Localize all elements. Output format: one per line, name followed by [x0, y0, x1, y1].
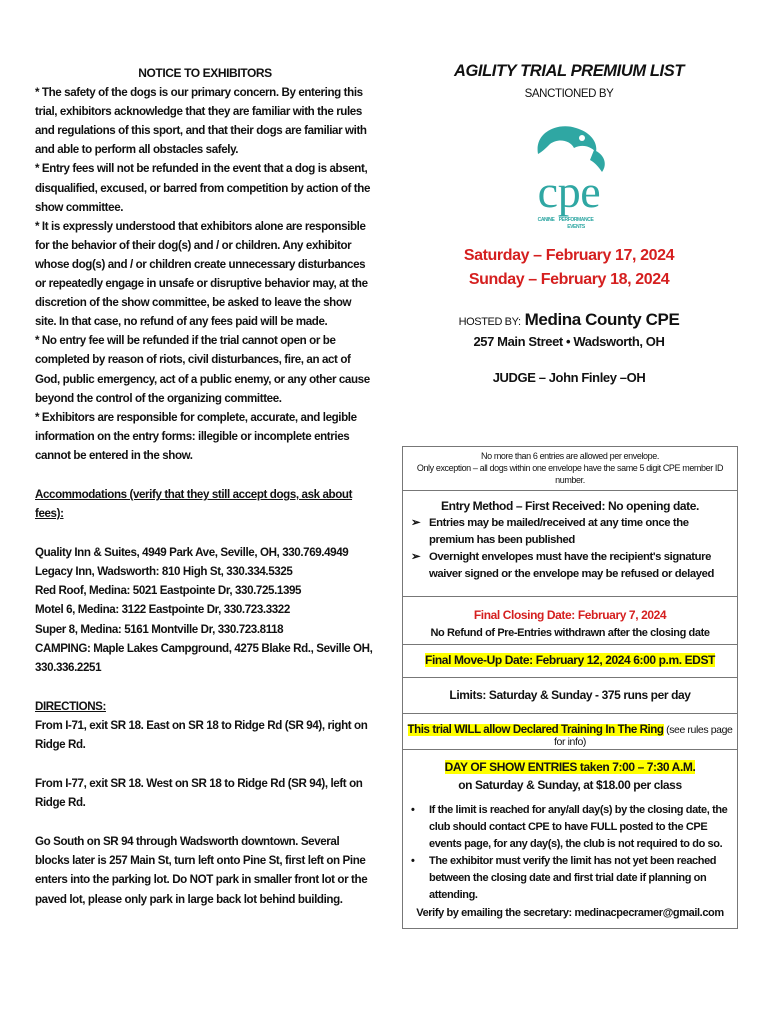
verify-email: Verify by emailing the secretary: medinacpecramer@gmail.com: [416, 907, 724, 919]
logo-sub-text: EVENTS: [567, 224, 585, 230]
accommodation-item: Super 8, Medina: 5161 Montville Dr, 330.723.8118: [35, 622, 284, 636]
move-up-date: Final Move-Up Date: February 12, 2024 6:00 p.m. EDST: [425, 653, 715, 667]
dos-entries: DAY OF SHOW ENTRIES taken 7:00 – 7:30 A.M.: [444, 760, 696, 774]
day-of-show-section: [403, 750, 737, 922]
accommodation-item: Quality Inn & Suites, 4949 Park Ave, Seville, OH, 330.769.4949: [35, 546, 349, 560]
entry-info-box: [402, 446, 738, 929]
arrow-bullet-icon: ➢: [411, 551, 421, 563]
accommodations-heading: Accommodations (verify that they still accept dogs, ask about fees):: [35, 487, 353, 521]
logo-sub-text: PERFORMANCE: [558, 217, 594, 223]
directions-text: Go South on SR 94 through Wadsworth downtown. Several blocks later is 257 Main St, turn left onto Pine St, first left on Pine enters into the parking lot. Do NOT park in smaller front lot or the paved lot, please only park in large back lot behind building.: [35, 835, 368, 906]
entry-method-heading: Entry Method – First Received: No opening date.: [441, 499, 699, 513]
logo-sub-text: CANINE: [537, 217, 555, 223]
trial-date-saturday: Saturday – February 17, 2024: [463, 247, 675, 264]
notice-item: * Entry fees will not be refunded in the event that a dog is absent, disqualified, excused, or barred from competition by action of the show committee.: [35, 162, 370, 214]
notice-column: [35, 64, 375, 909]
envelope-rule: No more than 6 entries are allowed per envelope.: [481, 451, 659, 461]
notice-item: * Exhibitors are responsible for complete, accurate, and legible information on the entry forms: illegible or incomplete entries cannot be entered in the show.: [35, 410, 357, 462]
notice-title: NOTICE TO EXHIBITORS: [138, 66, 272, 80]
arrow-bullet-icon: ➢: [411, 517, 421, 529]
list-item: • If the limit is reached for any/all day(s) by the closing date, the club should contact CPE to have FULL posted to the CPE events page, for any day(s), the club is not required to do so.: [411, 804, 728, 850]
judge-line: JUDGE – John Finley –OH: [492, 370, 646, 385]
directions-text: From I-71, exit SR 18. East on SR 18 to Ridge Rd (SR 94), right on Ridge Rd.: [35, 718, 368, 751]
notice-item: * It is expressly understood that exhibitors alone are responsible for the behavior of their dog(s) and / or children. Any exhibitor whose dog(s) and / or children create unnecessary disturbances or repeatedly engage in unsafe or disruptive behavior may, at the discretion of the show committee, be asked to leave the show site. In that case, no refund of any fees paid will be made.: [35, 219, 368, 329]
accommodation-item: CAMPING: Maple Lakes Campground, 4275 Blake Rd., Seville OH, 330.336.2251: [35, 641, 373, 674]
no-refund-note: No Refund of Pre-Entries withdrawn after the closing date: [430, 627, 710, 639]
bullet-icon: •: [411, 804, 415, 816]
list-item: ➢ Overnight envelopes must have the recipient's signature waiver signed or the envelope may be refused or delayed: [411, 551, 715, 580]
venue-address: 257 Main Street • Wadsworth, OH: [473, 334, 665, 349]
header-column: [402, 60, 736, 385]
limits-section: [403, 678, 737, 714]
declared-training: This trial WILL allow Declared Training In The Ring: [407, 724, 664, 736]
notice-item: * No entry fee will be refunded if the trial cannot open or be completed by reason of riots, civil disturbances, fire, an act of God, public emergency, act of a public enemy, or any other cause beyond the control of the organizing committee.: [35, 334, 370, 405]
list-item: ➢ Entries may be mailed/received at any time once the premium has been published: [411, 517, 689, 546]
list-item: • The exhibitor must verify the limit has not yet been reached between the closing date and first trial date if planning on attending.: [411, 855, 717, 901]
hosted-by: [402, 310, 736, 330]
envelope-exception: Only exception – all dogs within one envelope have the same 5 digit CPE member ID number.: [416, 463, 724, 485]
hosted-label: HOSTED BY:: [458, 316, 521, 328]
closing-date-section: [403, 597, 737, 645]
logo-text: cpe: [537, 166, 601, 217]
cpe-logo-icon: [524, 114, 614, 234]
bullet-icon: •: [411, 855, 415, 867]
closing-date: Final Closing Date: February 7, 2024: [473, 608, 667, 622]
declared-training-section: [403, 714, 737, 750]
accommodation-item: Motel 6, Medina: 3122 Eastpointe Dr, 330.723.3322: [35, 603, 290, 617]
limits-text: Limits: Saturday & Sunday - 375 runs per day: [449, 688, 691, 702]
envelope-section: [403, 447, 737, 491]
declared-training-note: (see rules page for info): [554, 724, 733, 748]
move-up-section: [403, 645, 737, 678]
page-title: AGILITY TRIAL PREMIUM LIST: [453, 62, 685, 80]
entry-method-section: [403, 491, 737, 597]
notice-item: * The safety of the dogs is our primary concern. By entering this trial, exhibitors acknowledge that they are familiar with the rules and regulations of this sport, and that their dogs are familiar with and able to perform all obstacles safely.: [35, 86, 367, 157]
directions-heading: DIRECTIONS:: [35, 699, 106, 713]
dos-price: on Saturday & Sunday, at $18.00 per class: [458, 778, 682, 792]
accommodation-item: Red Roof, Medina: 5021 Eastpointe Dr, 330.725.1395: [35, 584, 302, 598]
host-name: Medina County CPE: [524, 310, 680, 329]
directions-text: From I-77, exit SR 18. West on SR 18 to Ridge Rd (SR 94), left on Ridge Rd.: [35, 777, 363, 810]
trial-date-sunday: Sunday – February 18, 2024: [468, 271, 670, 288]
sanctioned-label: SANCTIONED BY: [524, 88, 614, 100]
accommodation-item: Legacy Inn, Wadsworth: 810 High St, 330.334.5325: [35, 565, 293, 579]
